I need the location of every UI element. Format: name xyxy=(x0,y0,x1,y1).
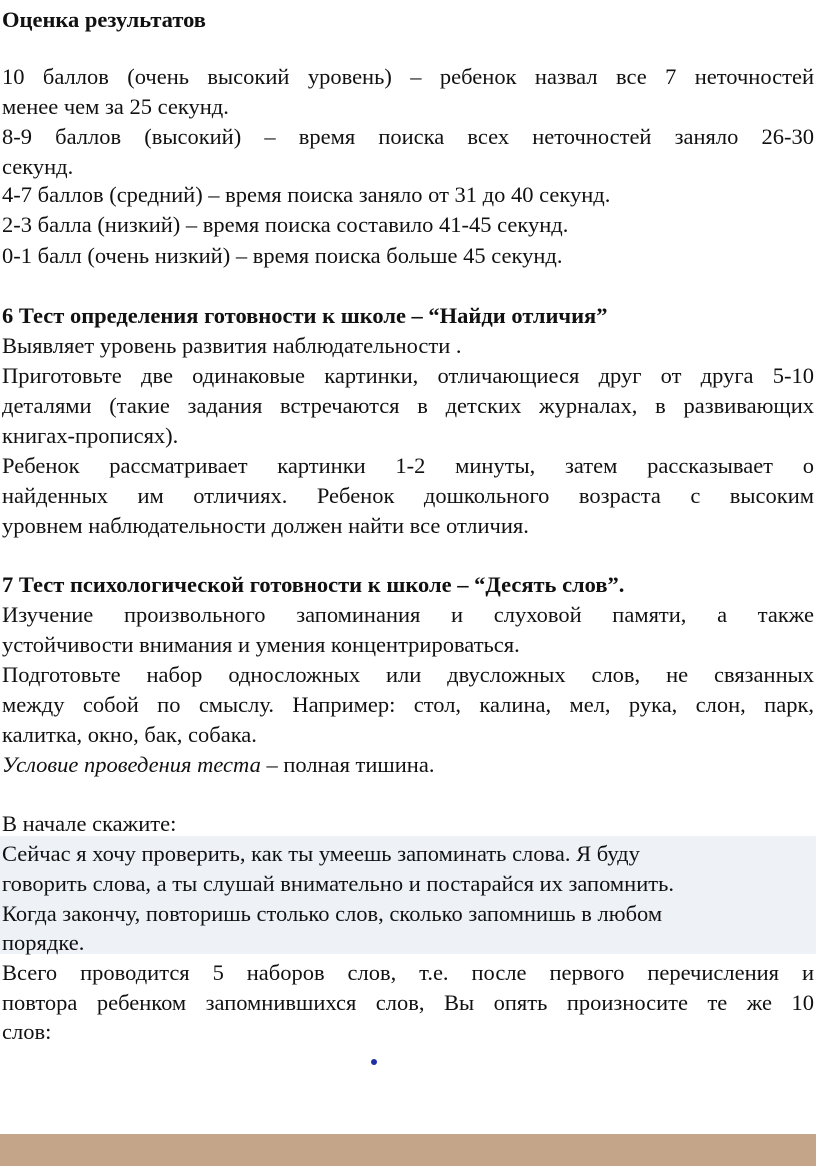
test6-prepare-line-3: книгах-прописях). xyxy=(2,423,179,448)
test7-heading: 7 Тест психологической готовности к школе – “Десять слов”. xyxy=(2,572,625,597)
score-10-line-1: 10 баллов (очень высокий уровень) – ребенок назвал все 7 неточностей xyxy=(2,64,814,89)
sets-line-3: слов: xyxy=(2,1019,52,1044)
test7-prepare-line-3: калитка, окно, бак, собака. xyxy=(2,722,257,747)
condition-label: Условие проведения теста xyxy=(2,752,261,777)
test7-condition xyxy=(2,750,814,780)
test6-procedure-line-3: уровнем наблюдательности должен найти все отличия. xyxy=(2,513,529,538)
test7-prepare-line-2: между собой по смыслу. Например: стол, калина, мел, рука, слон, парк, xyxy=(2,692,814,717)
test7-prepare-line-1: Подготовьте набор односложных или двусложных слов, не связанных xyxy=(2,662,814,687)
results-heading: Оценка результатов xyxy=(2,7,206,32)
score-8-9-line-1: 8-9 баллов (высокий) – время поиска всех неточностей заняло 26-30 xyxy=(2,124,814,149)
score-10-line-2: менее чем за 25 секунд. xyxy=(2,94,229,119)
test6-purpose: Выявляет уровень развития наблюдательности . xyxy=(2,333,462,358)
test7-purpose-line-2: устойчивости внимания и умения концентрироваться. xyxy=(2,632,520,657)
test6-procedure-line-1: Ребенок рассматривает картинки 1-2 минуты, затем рассказывает о xyxy=(2,453,814,478)
test6-heading: 6 Тест определения готовности к школе – “Найди отличия” xyxy=(2,303,608,328)
quote-line-3: Когда закончу, повторишь столько слов, сколько запомнишь в любом xyxy=(2,901,663,926)
sets-line-1: Всего проводится 5 наборов слов, т.е. после первого перечисления и xyxy=(2,960,814,985)
quote-line-2: говорить слова, а ты слушай внимательно и постарайся их запомнить. xyxy=(2,871,674,896)
test6-prepare-line-1: Приготовьте две одинаковые картинки, отличающиеся друг от друга 5-10 xyxy=(2,363,814,388)
test6-prepare-line-2: деталями (такие задания встречаются в детских журналах, в развивающих xyxy=(2,393,814,418)
bullet-dot xyxy=(371,1059,377,1065)
test7-intro: В начале скажите: xyxy=(2,811,177,836)
score-4-7: 4-7 баллов (средний) – время поиска заняло от 31 до 40 секунд. xyxy=(2,182,611,207)
test7-purpose-line-1: Изучение произвольного запоминания и слуховой памяти, а также xyxy=(2,602,814,627)
quote-line-4: порядке. xyxy=(2,930,85,955)
footer-band xyxy=(0,1134,816,1166)
test6-procedure-line-2: найденных им отличиях. Ребенок дошкольного возраста с высоким xyxy=(2,483,814,508)
score-2-3: 2-3 балла (низкий) – время поиска составило 41-45 секунд. xyxy=(2,212,569,237)
sets-line-2: повтора ребенком запомнившихся слов, Вы опять произносите те же 10 xyxy=(2,990,814,1015)
quote-line-1: Сейчас я хочу проверить, как ты умеешь запоминать слова. Я буду xyxy=(2,841,640,866)
condition-text: – полная тишина. xyxy=(260,752,435,777)
score-8-9-line-2: секунд. xyxy=(2,154,74,179)
score-0-1: 0-1 балл (очень низкий) – время поиска больше 45 секунд. xyxy=(2,243,563,268)
